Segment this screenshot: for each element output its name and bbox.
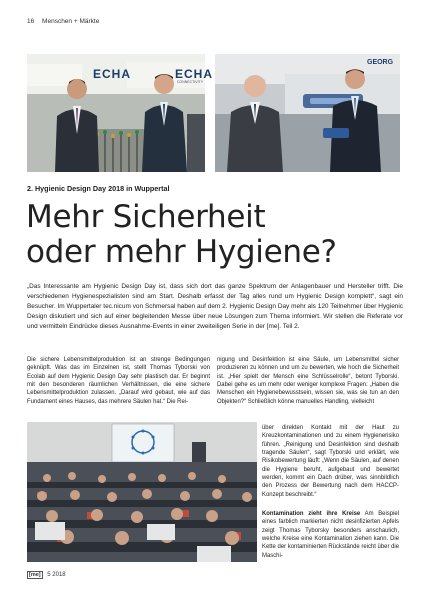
page-footer	[27, 571, 66, 579]
body-column-4-text: Am Beispiel eines farblich markierten nicht desinfizierten Apfels zeigt Thomas Tyborsky besonders anschaulich, welche Kreise eine Kontamination ziehen kann. Die Kette der kontaminierten Rückstände reicht über die Maschi-	[262, 511, 400, 559]
body-column-3: über direkten Kontakt mit der Haut zu Kreuzkontaminationen und zu einem Hygienerisiko führen. „Reinigung und Desinfektion sind deshalb tragende Säulen“, sagt Tyborski und erklärt, wie Risikobewertung läuft: „Wenn die Säulen, auf denen die Hygiene beruht, aufgebaut und bewertet werden, kommt ein Dach drüber, was sinnbildlich den Prozess der Bewertung nach dem HACCP-Konzept beschreibt.“	[262, 425, 399, 498]
headline-line-2: oder mehr Hygiene?	[26, 234, 337, 270]
section-title: Menschen + Märkte	[42, 18, 100, 25]
article-kicker: 2. Hygienic Design Day 2018 in Wuppertal	[27, 184, 170, 193]
sign-echa-left: ECHA	[93, 67, 132, 81]
sign-echa-right: ECHA	[175, 67, 214, 81]
magazine-logo: [me]	[29, 572, 41, 578]
body-column-2: nigung und Desinfektion ist eine Säule, um Lebensmittel sicher produzieren zu können und um zu bewerten, wie hoch die Sicherheit ist. „Hier spielt der Mensch eine Schlüsselrolle“, betont Tyborski. Dabei gehe es um mehr oder weniger komplexe Fragen: „Haben die Menschen ein Hygienebewusstsein, wissen sie, was sie tun an den Objekten?“ Schließlich könne manuelles Handling, vielleicht	[217, 357, 399, 405]
photo-exhibitors-left	[27, 54, 214, 172]
running-header	[27, 18, 99, 25]
subheading-kontamination: Kontamination zieht ihre Kreise	[262, 511, 361, 517]
body-column-1: Die sichere Lebensmittelproduktion ist an strenge Bedingungen geknüpft. Was das im Einzelnen ist, stellt Thomas Tyborski von Ecolab auf dem Hygienic Design Day sehr plastisch dar. Er beginnt mit den besonderen räumlichen Verhältnissen, die eine sichere Lebensmittelproduktion zulassen. „Darauf wird gebaut, wie auf das Fundament eines Hauses, das mehrere Säulen hat.“ Die Rei-	[27, 357, 210, 405]
photo-exhibitors-right	[215, 54, 400, 172]
headline-line-1: Mehr Sicherheit	[26, 199, 266, 235]
article-headline	[26, 200, 406, 270]
photo-conference-audience	[27, 422, 257, 562]
body-column-4	[262, 510, 399, 560]
sign-georg: GEORG	[367, 59, 394, 66]
sign-connectivity: CONNECTIVITY	[177, 80, 204, 84]
issue-number: 5 2018	[47, 572, 66, 578]
page-number: 16	[27, 18, 35, 25]
article-intro: „Das Interessante am Hygienic Design Day ist, dass sich dort das ganze Spektrum der Anlagenbauer und Hersteller trifft. Die verschiedenen Hygienespezialisten sind am Start. Deshalb erfasst der Tag alles rund um Hygienic Design komplett“, sagt ein Besucher. Im Wuppertaler tec.nicum von Schmersal haben auf dem 2. Hygienic Design Day mehr als 120 Teilnehmer über Hygienic Design diskutiert und sich auf einer begleitenden Messe über neue Lösungen zum Thema informiert. Wir stellen die Referate vor und vermitteln Eindrücke dieses Ausnahme-Events in einer zweiteiligen Serie in der [me]. Teil 2.	[27, 283, 403, 330]
